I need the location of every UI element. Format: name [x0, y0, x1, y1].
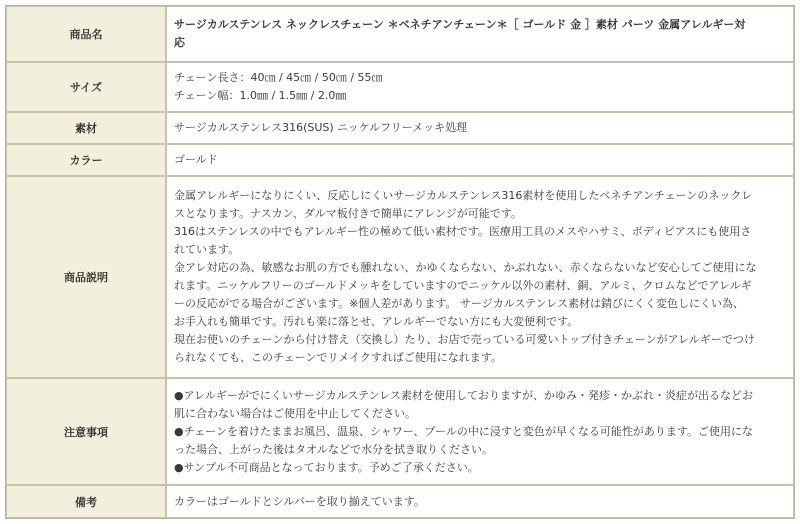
row-value-color	[166, 144, 794, 176]
value-line: 金属アレルギーになりにくい、反応しにくいサージカルステンレス316素材を使用したベネチアンチェーンのネックレ	[174, 189, 753, 202]
value-line: チェーン長さ：40㎝ / 45㎝ / 50㎝ / 55㎝	[174, 71, 383, 84]
value-line: った場合、上がった後はタオルなどで水分を拭き取りください。	[174, 442, 493, 456]
value-line: ゴールド	[174, 153, 218, 166]
value-line: サージカルステンレス ネックレスチェーン ＊ベネチアンチェーン＊［ ゴールド 金 ］素材 パーツ 金属アレルギー対	[174, 18, 746, 31]
value-line: 現在お使いのチェーンから付け替え（交換し）たり、お店で売っている可愛いトップ付きチェーンがアレルギーでつけ	[174, 333, 755, 346]
row-label-description: 商品説明	[6, 176, 166, 378]
value-line: ●サンプル不可商品となっております。予めご了承ください。	[174, 460, 479, 474]
row-value-size	[166, 62, 794, 112]
value-line: れます。ニッケルフリーのゴールドメッキをしていますのでニッケル以外の素材、銅、アルミ、クロムなどでアレルギ	[174, 279, 752, 292]
row-label-product-name: 商品名	[6, 6, 166, 62]
row-label-material: 素材	[6, 112, 166, 144]
value-line: 応	[174, 36, 185, 49]
row-value-product-name	[166, 6, 794, 62]
row-label-remarks: 備考	[6, 485, 166, 518]
row-label-notes: 注意事項	[6, 378, 166, 485]
value-line: 肌に合わない場合はご使用を中止してください。	[174, 406, 416, 420]
row-value-remarks	[166, 485, 794, 518]
value-line: れています。	[174, 243, 240, 256]
value-line: られなくても、このチェーンでリメイクすればご使用になれます。	[174, 351, 502, 364]
value-line: ●アレルギーがでにくいサージカルステンレス素材を使用しておりますが、かゆみ・発疹・かぶれ・炎症が出るなどお	[174, 388, 753, 402]
spec-row-description	[6, 176, 794, 378]
value-line: サージカルステンレス316(SUS) ニッケルフリーメッキ処理	[174, 121, 468, 134]
row-label-size: サイズ	[6, 62, 166, 112]
row-value-description	[166, 176, 794, 378]
row-value-material	[166, 112, 794, 144]
product-spec-table	[5, 5, 795, 519]
value-line: お手入れも簡単です。汚れも楽に落とせ、アレルギーでない方にも大変便利です。	[174, 315, 579, 328]
spec-row-remarks	[6, 485, 794, 518]
row-label-color: カラー	[6, 144, 166, 176]
value-line: スとなります。ナスカン、ダルマ板付きで簡単にアレンジが可能です。	[174, 207, 522, 220]
spec-row-material	[6, 112, 794, 144]
spec-row-color	[6, 144, 794, 176]
spec-row-product-name	[6, 6, 794, 62]
value-line: チェーン幅：1.0㎜ / 1.5㎜ / 2.0㎜	[174, 89, 347, 102]
value-line: ●チェーンを着けたままお風呂、温泉、シャワー、プールの中に浸すと変色が早くなる可能性があります。ご使用にな	[174, 424, 753, 438]
value-line: カラーはゴールドとシルバーを取り揃えています。	[174, 494, 425, 508]
value-line: ーの反応がでる場合がございます。※個人差があります。 サージカルステンレス素材は錆びにくく変色しにくい為、	[174, 297, 745, 310]
spec-row-notes	[6, 378, 794, 485]
spec-row-size	[6, 62, 794, 112]
value-line: 316はステンレスの中でもアレルギー性の極めて低い素材です。医療用工具のメスやハサミ、ボディピアスにも使用さ	[174, 225, 752, 238]
row-value-notes	[166, 378, 794, 485]
value-line: 金アレ対応の為、敏感なお肌の方でも腫れない、かゆくならない、かぶれない、赤くならないなど安心してご使用にな	[174, 261, 757, 274]
